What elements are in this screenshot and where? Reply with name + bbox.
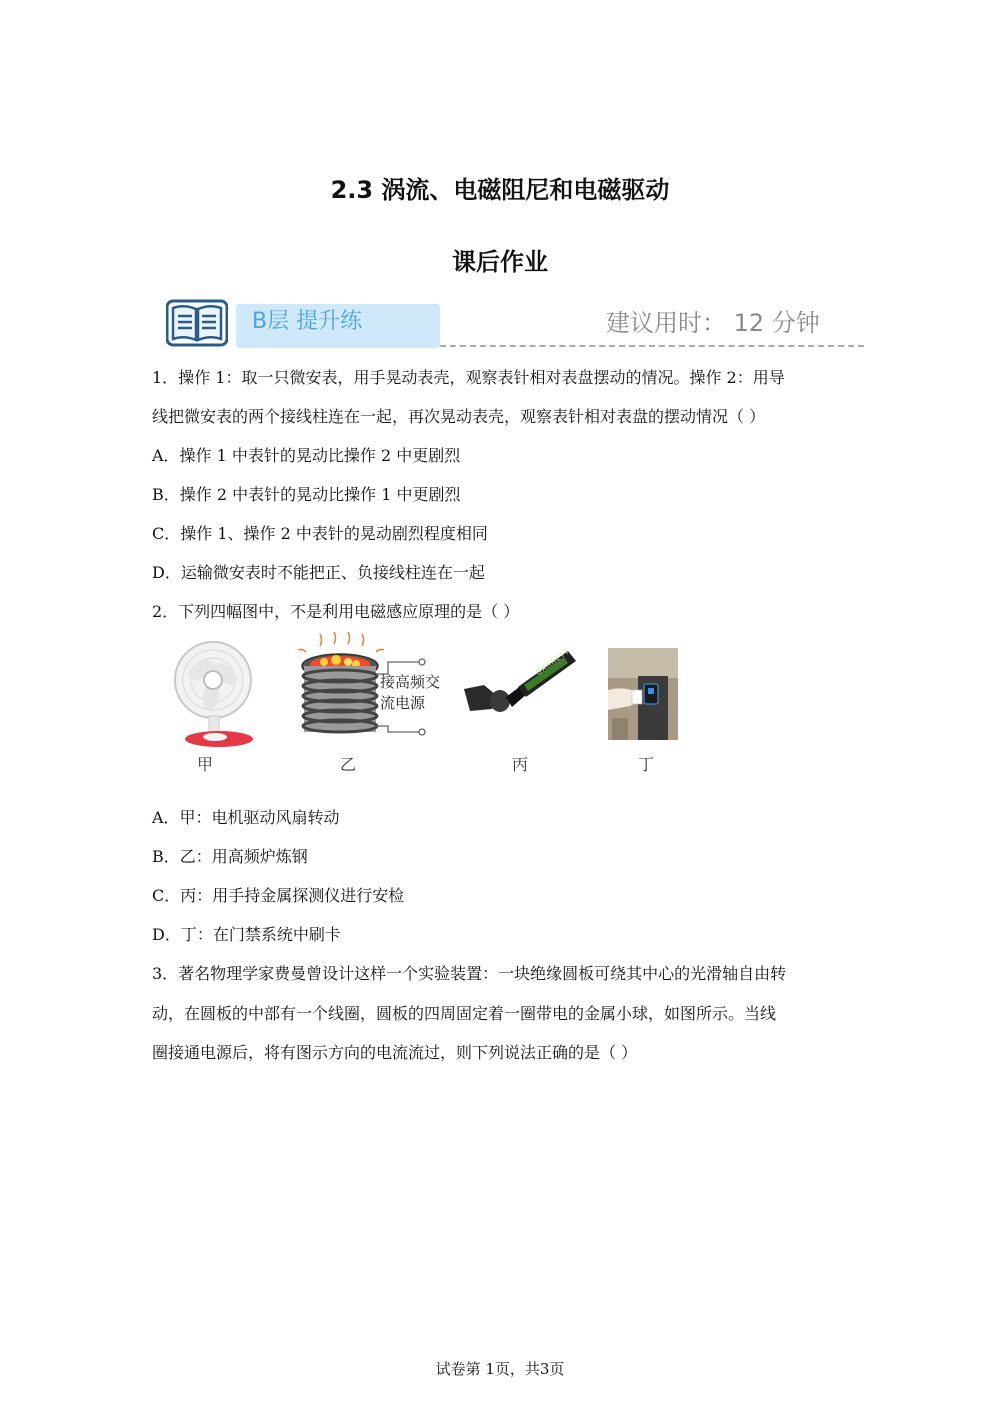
q3-stem-line-1: 3．著名物理学家费曼曾设计这样一个实验装置：一块绝缘圆板可绕其中心的光滑轴自由转 — [152, 964, 787, 983]
dashed-divider — [440, 345, 864, 347]
figure-label-ding: 丁 — [638, 755, 655, 774]
q3-stem-line-3: 圈接通电源后，将有图示方向的电流流过，则下列说法正确的是（ ） — [152, 1043, 638, 1062]
book-icon — [166, 298, 228, 348]
q2-option-a: A．甲：电机驱动风扇转动 — [152, 808, 340, 827]
fan-image — [165, 640, 265, 748]
page-footer: 试卷第 1页，共3页 — [435, 1360, 565, 1378]
q1-option-d: D．运输微安表时不能把正、负接线柱连在一起 — [152, 563, 485, 582]
figure-label-yi: 乙 — [340, 755, 357, 774]
q2-option-c: C．丙：用手持金属探测仪进行安检 — [152, 886, 405, 905]
q3-stem-line-2: 动，在圆板的中部有一个线圈，圆板的四周固定着一圈带电的金属小球，如图所示。当线 — [152, 1004, 777, 1023]
q2-stem: 2．下列四幅图中，不是利用电磁感应原理的是（ ） — [152, 602, 520, 621]
q1-option-c: C．操作 1、操作 2 中表针的晃动剧烈程度相同 — [152, 524, 488, 543]
q2-option-d: D．丁：在门禁系统中刷卡 — [152, 925, 341, 944]
page-subtitle: 课后作业 — [452, 248, 548, 276]
q1-stem-line-1: 1．操作 1：取一只微安表，用手晃动表壳，观察表针相对表盘摆动的情况。操作 2：用导 — [152, 368, 785, 387]
q1-stem-line-2: 线把微安表的两个接线柱连在一起，再次晃动表壳，观察表针相对表盘的摆动情况（ ） — [152, 407, 766, 426]
suggested-time-label: 建议用时： 12 分钟 — [606, 309, 820, 337]
coil-note-line-1: 接高频交 — [380, 673, 441, 691]
q1-option-b: B．操作 2 中表针的晃动比操作 1 中更剧烈 — [152, 485, 461, 504]
coil-note-line-2: 流电源 — [380, 694, 426, 712]
access-control-image — [608, 648, 678, 740]
level-label: B层 提升练 — [252, 309, 363, 334]
figure-label-jia: 甲 — [197, 755, 214, 774]
figure-label-bing: 丙 — [512, 755, 529, 774]
q1-option-a: A．操作 1 中表针的晃动比操作 2 中更剧烈 — [152, 446, 461, 465]
q2-option-b: B．乙：用高频炉炼钢 — [152, 847, 308, 866]
page-title: 2.3 涡流、电磁阻尼和电磁驱动 — [330, 176, 670, 204]
coil-note — [380, 672, 440, 714]
detector-brand-text: GARRETT — [534, 647, 572, 677]
